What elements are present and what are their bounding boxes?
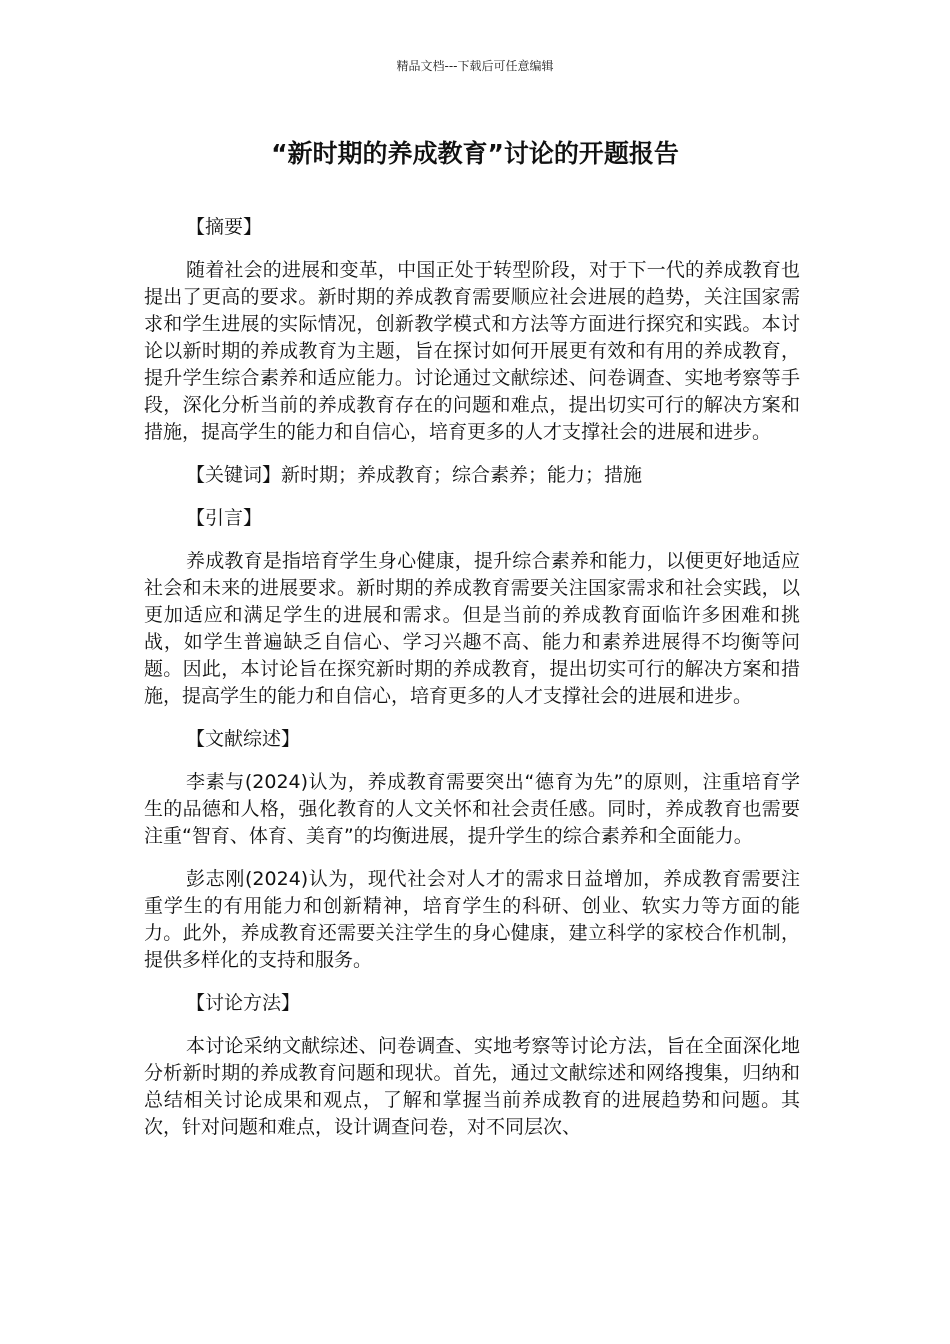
- literature-paragraph-1: 李素与(2024)认为，养成教育需要突出“德育为先”的原则，注重培育学生的品德和人格，强化教育的人文关怀和社会责任感。同时，养成教育也需要注重“智育、体育、美育”的均衡进展，提升学生的综合素养和全面能力。: [144, 771, 800, 847]
- introduction-heading: 【引言】: [186, 507, 263, 529]
- document-body: [144, 214, 800, 1157]
- method-heading: 【讨论方法】: [186, 992, 301, 1014]
- method-paragraph: 本讨论采纳文献综述、问卷调查、实地考察等讨论方法，旨在全面深化地分析新时期的养成教育问题和现状。首先，通过文献综述和网络搜集，归纳和总结相关讨论成果和观点，了解和掌握当前养成教育的进展趋势和问题。其次，针对问题和难点，设计调查问卷，对不同层次、: [144, 1035, 800, 1138]
- abstract-heading: 【摘要】: [186, 216, 263, 238]
- keywords-line: 【关键词】新时期；养成教育；综合素养；能力；措施: [186, 464, 643, 486]
- introduction-paragraph: 养成教育是指培育学生身心健康，提升综合素养和能力，以便更好地适应社会和未来的进展要求。新时期的养成教育需要关注国家需求和社会实践，以更加适应和满足学生的进展和需求。但是当前的养成教育面临许多困难和挑战，如学生普遍缺乏自信心、学习兴趣不高、能力和素养进展得不均衡等问题。因此，本讨论旨在探究新时期的养成教育，提出切实可行的解决方案和措施，提高学生的能力和自信心，培育更多的人才支撑社会的进展和进步。: [144, 550, 800, 707]
- document-title: “新时期的养成教育”讨论的开题报告: [271, 139, 679, 168]
- literature-paragraph-2: 彭志刚(2024)认为，现代社会对人才的需求日益增加，养成教育需要注重学生的有用能力和创新精神，培育学生的科研、创业、软实力等方面的能力。此外，养成教育还需要关注学生的身心健康，建立科学的家校合作机制，提供多样化的支持和服务。: [144, 868, 800, 971]
- header-note: 精品文档---下载后可任意编辑: [396, 59, 554, 73]
- abstract-paragraph: 随着社会的进展和变革，中国正处于转型阶段，对于下一代的养成教育也提出了更高的要求。新时期的养成教育需要顺应社会进展的趋势，关注国家需求和学生进展的实际情况，创新教学模式和方法等方面进行探究和实践。本讨论以新时期的养成教育为主题，旨在探讨如何开展更有效和有用的养成教育，提升学生综合素养和适应能力。讨论通过文献综述、问卷调查、实地考察等手段，深化分析当前的养成教育存在的问题和难点，提出切实可行的解决方案和措施，提高学生的能力和自信心，培育更多的人才支撑社会的进展和进步。: [144, 259, 800, 443]
- literature-review-heading: 【文献综述】: [186, 728, 301, 750]
